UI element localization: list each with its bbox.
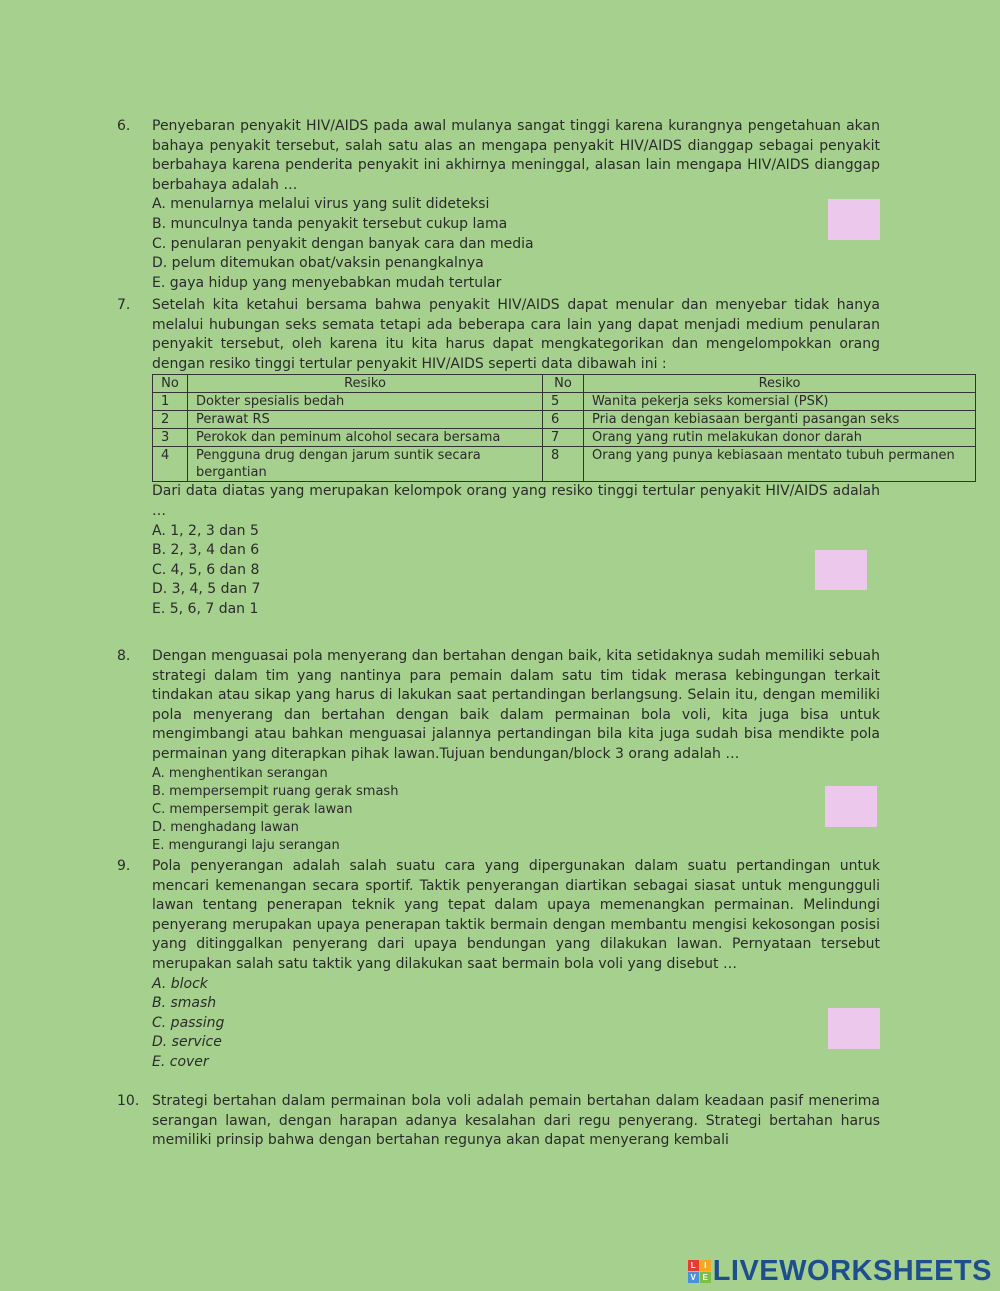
- option-e: E. gaya hidup yang menyebabkan mudah tertular: [152, 274, 502, 291]
- question-number: 8.: [117, 648, 131, 664]
- answer-input-6[interactable]: [828, 199, 880, 240]
- question-followup: Dari data diatas yang merupakan kelompok orang yang resiko tinggi tertular penyakit HIV/AIDS adalah …: [152, 483, 880, 519]
- table-cell: Pria dengan kebiasaan berganti pasangan seks: [584, 411, 976, 429]
- table-cell: 6: [543, 411, 584, 429]
- option-b: B. mempersempit ruang gerak smash: [152, 783, 399, 799]
- table-cell: Orang yang punya kebiasaan mentato tubuh permanen: [584, 447, 976, 482]
- option-b: B. munculnya tanda penyakit tersebut cukup lama: [152, 215, 508, 232]
- logo-mark-icon: [688, 1260, 711, 1283]
- table-row: [153, 447, 976, 482]
- table-header-row: [153, 375, 976, 393]
- option-b: B. smash: [152, 995, 217, 1012]
- option-c: C. penularan penyakit dengan banyak cara dan media: [152, 235, 534, 252]
- option-c: C. mempersempit gerak lawan: [152, 801, 353, 817]
- table-cell: Dokter spesialis bedah: [188, 393, 543, 411]
- table-cell: Orang yang rutin melakukan donor darah: [584, 429, 976, 447]
- answer-input-8[interactable]: [825, 786, 877, 827]
- option-a: A. block: [152, 975, 208, 992]
- option-c: C. 4, 5, 6 dan 8: [152, 561, 260, 578]
- table-cell: Pengguna drug dengan jarum suntik secara bergantian: [188, 447, 543, 482]
- table-row: [153, 411, 976, 429]
- table-cell: 2: [153, 411, 188, 429]
- table-cell: Perokok dan peminum alcohol secara bersama: [188, 429, 543, 447]
- question-stem: Setelah kita ketahui bersama bahwa penyakit HIV/AIDS dapat menular dan menyebar tidak hanya melalui hubungan seks semata tetapi ada beberapa cara lain yang dapat menjadi medium penularan penyakit tersebut, oleh karena itu kita harus dapat mengkategorikan dan mengelompokkan orang dengan resiko tinggi tertular penyakit HIV/AIDS seperti data dibawah ini :: [152, 297, 880, 372]
- table-header: No: [543, 375, 584, 393]
- table-cell: 1: [153, 393, 188, 411]
- table-cell: 4: [153, 447, 188, 482]
- table-header: Resiko: [584, 375, 976, 393]
- option-e: E. mengurangi laju serangan: [152, 837, 340, 853]
- table-cell: Perawat RS: [188, 411, 543, 429]
- option-b: B. 2, 3, 4 dan 6: [152, 542, 260, 559]
- option-e: E. cover: [152, 1053, 209, 1070]
- question-8: [117, 647, 880, 855]
- option-c: C. passing: [152, 1014, 225, 1031]
- question-number: 10.: [117, 1093, 140, 1109]
- option-d: D. pelum ditemukan obat/vaksin penangkalnya: [152, 255, 484, 272]
- table-row: [153, 429, 976, 447]
- table-cell: 5: [543, 393, 584, 411]
- question-number: 7.: [117, 297, 131, 313]
- question-number: 9.: [117, 858, 131, 874]
- table-cell: 3: [153, 429, 188, 447]
- question-stem: Pola penyerangan adalah salah suatu cara yang dipergunakan dalam suatu pertandingan untuk mencari kemenangan secara sportif. Taktik penyerangan diartikan sebagai siasat untuk mengungguli lawan tentang penerapan teknik yang tepat dalam upaya memenangkan permainan. Melindungi penyerang merupakan upaya penerapan taktik bermain dengan membantu mengisi kekosongan posisi yang ditinggalkan penyerang dari upaya bendungan yang dilakukan lawan. Pernyataan tersebut merupakan salah satu taktik yang dilakukan saat bermain bola voli yang disebut …: [152, 858, 880, 972]
- logo-mark-letter: E: [700, 1272, 711, 1283]
- table-cell: Wanita pekerja seks komersial (PSK): [584, 393, 976, 411]
- option-d: D. menghadang lawan: [152, 819, 299, 835]
- table-cell: 8: [543, 447, 584, 482]
- logo-text: LIVEWORKSHEETS: [712, 1255, 992, 1287]
- table-row: [153, 393, 976, 411]
- question-6: [117, 117, 880, 293]
- logo-mark-letter: L: [688, 1260, 699, 1271]
- logo-mark-letter: I: [700, 1260, 711, 1271]
- table-header: Resiko: [188, 375, 543, 393]
- option-e: E. 5, 6, 7 dan 1: [152, 600, 259, 617]
- question-9: [117, 857, 880, 1073]
- question-number: 6.: [117, 118, 131, 134]
- risk-table: [152, 374, 976, 482]
- question-stem: Dengan menguasai pola menyerang dan bertahan dengan baik, kita setidaknya sudah memiliki sebuah strategi dalam tim yang nantinya para pemain dalam satu tim tidak merasa kebingungan terkait tindakan atau sikap yang harus di lakukan saat pertandingan berlangsung. Selain itu, dengan memiliki pola menyerang dan bertahan dengan baik dalam permainan bola voli, kita juga bisa untuk mengimbangi atau bahkan menguasai jalannya pertandingan bila kita juga sudah bisa mendikte pola permainan yang diterapkan pihak lawan.Tujuan bendungan/block 3 orang adalah …: [152, 648, 880, 762]
- answer-input-9[interactable]: [828, 1008, 880, 1049]
- question-stem: Penyebaran penyakit HIV/AIDS pada awal mulanya sangat tinggi karena kurangnya pengetahuan akan bahaya penyakit tersebut, salah satu alas an mengapa penyakit HIV/AIDS dianggap sebagai penyakit berbahaya karena penderita penyakit ini akhirnya meninggal, alasan lain mengapa HIV/AIDS dianggap berbahaya adalah …: [152, 118, 880, 193]
- question-stem: Strategi bertahan dalam permainan bola voli adalah pemain bertahan dalam keadaan pasif menerima serangan lawan, dengan harapan adanya kesalahan dari regu penyerang. Strategi bertahan harus memiliki prinsip bahwa dengan bertahan regunya akan dapat menyerang kembali: [152, 1093, 880, 1149]
- option-a: A. menghentikan serangan: [152, 765, 328, 781]
- option-d: D. service: [152, 1034, 222, 1051]
- question-7: [117, 296, 955, 620]
- question-10: [117, 1092, 880, 1151]
- option-d: D. 3, 4, 5 dan 7: [152, 581, 261, 598]
- option-a: A. 1, 2, 3 dan 5: [152, 522, 259, 539]
- table-header: No: [153, 375, 188, 393]
- answer-input-7[interactable]: [815, 550, 867, 590]
- option-a: A. menularnya melalui virus yang sulit dideteksi: [152, 196, 490, 213]
- liveworksheets-logo[interactable]: [688, 1255, 992, 1288]
- table-cell: 7: [543, 429, 584, 447]
- logo-mark-letter: V: [688, 1272, 699, 1283]
